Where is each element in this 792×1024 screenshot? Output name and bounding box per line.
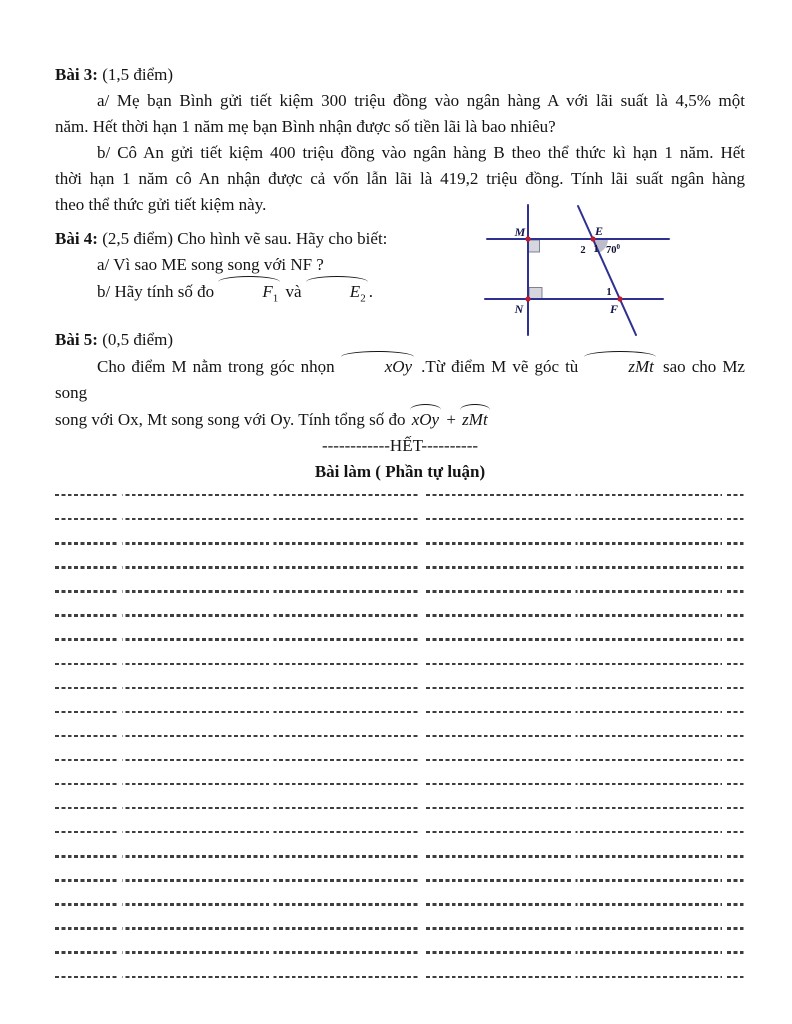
bai3b-line1: b/ Cô An gửi tiết kiệm 400 triệu đồng vào ngân hàng B theo thể thức kì hạn 1 năm. Hết <box>97 143 745 162</box>
math-angle-expression: $F_1$ <box>218 278 281 305</box>
point-N <box>525 296 530 301</box>
label-N: N <box>514 302 524 316</box>
point-M <box>525 236 530 241</box>
answer-line <box>55 783 745 785</box>
right-angle-marker-m-icon <box>529 240 540 252</box>
answer-line <box>55 566 745 568</box>
answer-line <box>55 903 745 905</box>
answer-line <box>55 879 745 881</box>
answer-line <box>55 831 745 833</box>
answer-line <box>55 759 745 761</box>
point-F <box>617 296 622 301</box>
answer-line <box>55 976 745 978</box>
answer-line <box>55 951 745 953</box>
answer-line <box>55 542 745 544</box>
angle-label-F1: 1 <box>606 287 612 298</box>
bai3-heading: Bài 3: (1,5 điểm) <box>55 65 174 84</box>
answer-line <box>55 807 745 809</box>
bai5-heading: Bài 5: (0,5 điểm) <box>55 330 174 349</box>
math-angle-expression: xOy <box>341 353 415 380</box>
answer-line <box>55 855 745 857</box>
answer-line <box>55 614 745 616</box>
angle-label-E1: 1 <box>593 244 599 255</box>
math-angle-expression: $E_2$ <box>306 278 369 305</box>
bai4b-line: b/ Hãy tính số đo $F_1$ và $E_2$ . <box>55 278 745 305</box>
math-angle-expression: zMt <box>460 406 491 433</box>
bai3a-line2: năm. Hết thời hạn 1 năm mẹ bạn Bình nhận được số tiền lãi là bao nhiêu? <box>55 117 556 136</box>
answer-line <box>55 711 745 713</box>
geometry-figure <box>484 200 670 336</box>
answer-line <box>55 687 745 689</box>
bai5-line2: song với Ox, Mt song song với Oy. Tính tổng số đo xOy + zMt <box>55 406 745 433</box>
het-divider: ------------HẾT---------- <box>321 436 479 455</box>
math-angle-expression: zMt <box>584 353 657 380</box>
transversal-EF <box>578 206 636 335</box>
answer-line <box>55 518 745 520</box>
angle-label-E2: 2 <box>580 245 586 256</box>
bai4-heading: Bài 4: (2,5 điểm) Cho hình vẽ sau. Hãy cho biết: <box>55 229 388 248</box>
bai3b-line2: thời hạn 1 năm cô An nhận được cả vốn lẫn lãi là 419,2 triệu đồng. Tính lãi suất ngân hàng <box>55 169 745 188</box>
angle-value-70: $70^0$ <box>606 243 620 256</box>
answer-line <box>55 638 745 640</box>
answer-line <box>55 494 745 496</box>
bai3a-line1: a/ Mẹ bạn Bình gửi tiết kiệm 300 triệu đồng vào ngân hàng A với lãi suất là 4,5% một <box>97 91 745 110</box>
bai5-line1: Cho điểm M nằm trong góc nhọn xOy .Từ điểm M vẽ góc tù zMt sao cho Mz song <box>55 353 745 406</box>
label-E: E <box>594 224 604 238</box>
label-M: M <box>514 225 526 239</box>
label-F: F <box>609 302 619 316</box>
bai4a-line: a/ Vì sao ME song song với NF ? <box>97 255 324 274</box>
answer-lines <box>55 494 745 978</box>
bailam-heading: Bài làm ( Phần tự luận) <box>314 462 486 481</box>
answer-line <box>55 663 745 665</box>
right-angle-marker-n-icon <box>529 288 542 299</box>
math-angle-expression: xOy <box>410 406 442 433</box>
answer-line <box>55 590 745 592</box>
bai3b-line3: theo thể thức gửi tiết kiệm này. <box>55 195 267 214</box>
answer-line <box>55 735 745 737</box>
answer-line <box>55 927 745 929</box>
